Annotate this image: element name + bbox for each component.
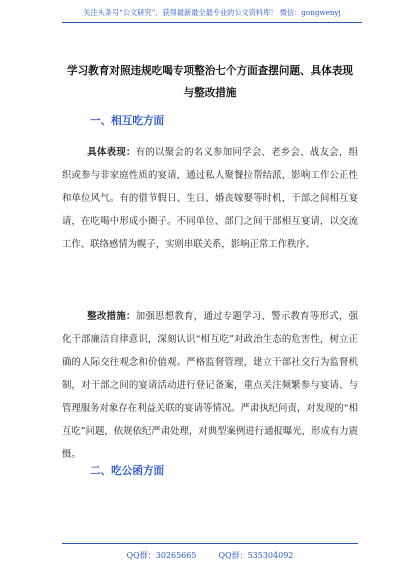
paragraph-measures [62,305,358,466]
paragraph-lead-label: 具体表现： [87,147,136,158]
page-header-banner: 关注头条号“公文研究”，获得最新最全最专业的公文资料库！ 微信：gongwenyj [62,8,362,23]
page-footer [62,543,358,561]
section-heading-2: 二、吃公函方面 [90,465,165,477]
paragraph-lead-label: 整改措施： [87,311,136,322]
footer-qq-group-1: QQ群：30265665 [126,551,197,560]
paragraph-performance [62,141,358,256]
document-title: 学习教育对照违规吃喝专项整治七个方面查摆问题、具体表现与整改措施 [66,65,354,99]
paragraph-body: 有的以聚会的名义参加同学会、老乡会、战友会，组织或参与非家庭性质的宴请，通过私人聚餐拉帮结派，影响工作公正性和单位风气。有的借节假日、生日、婚丧嫁娶等时机，干部之间相互宴请，在吃喝中形成小圈子。不同单位、部门之间干部相互宴请，以交流工作、联络感情为幌子，实则串联关系，影响正常工作秩序。 [62,147,358,250]
footer-qq-group-2: QQ群：535304092 [218,551,294,560]
section-heading-1: 一、相互吃方面 [90,115,165,127]
paragraph-body: 加强思想教育，通过专题学习、警示教育等形式，强化干部廉洁自律意识，深刻认识“相互吃”对政治生态的危害性，树立正确的人际交往观念和价值观。严格监督管理，建立干部社交行为监督机制，对干部之间的宴请活动进行登记备案，重点关注频繁参与宴请、与管理服务对象存在利益关联的宴请等情况。严肃执纪问责，对发现的“相互吃”问题，依规依纪严肃处理，对典型案例进行通报曝光，形成有力震慑。 [62,311,358,460]
